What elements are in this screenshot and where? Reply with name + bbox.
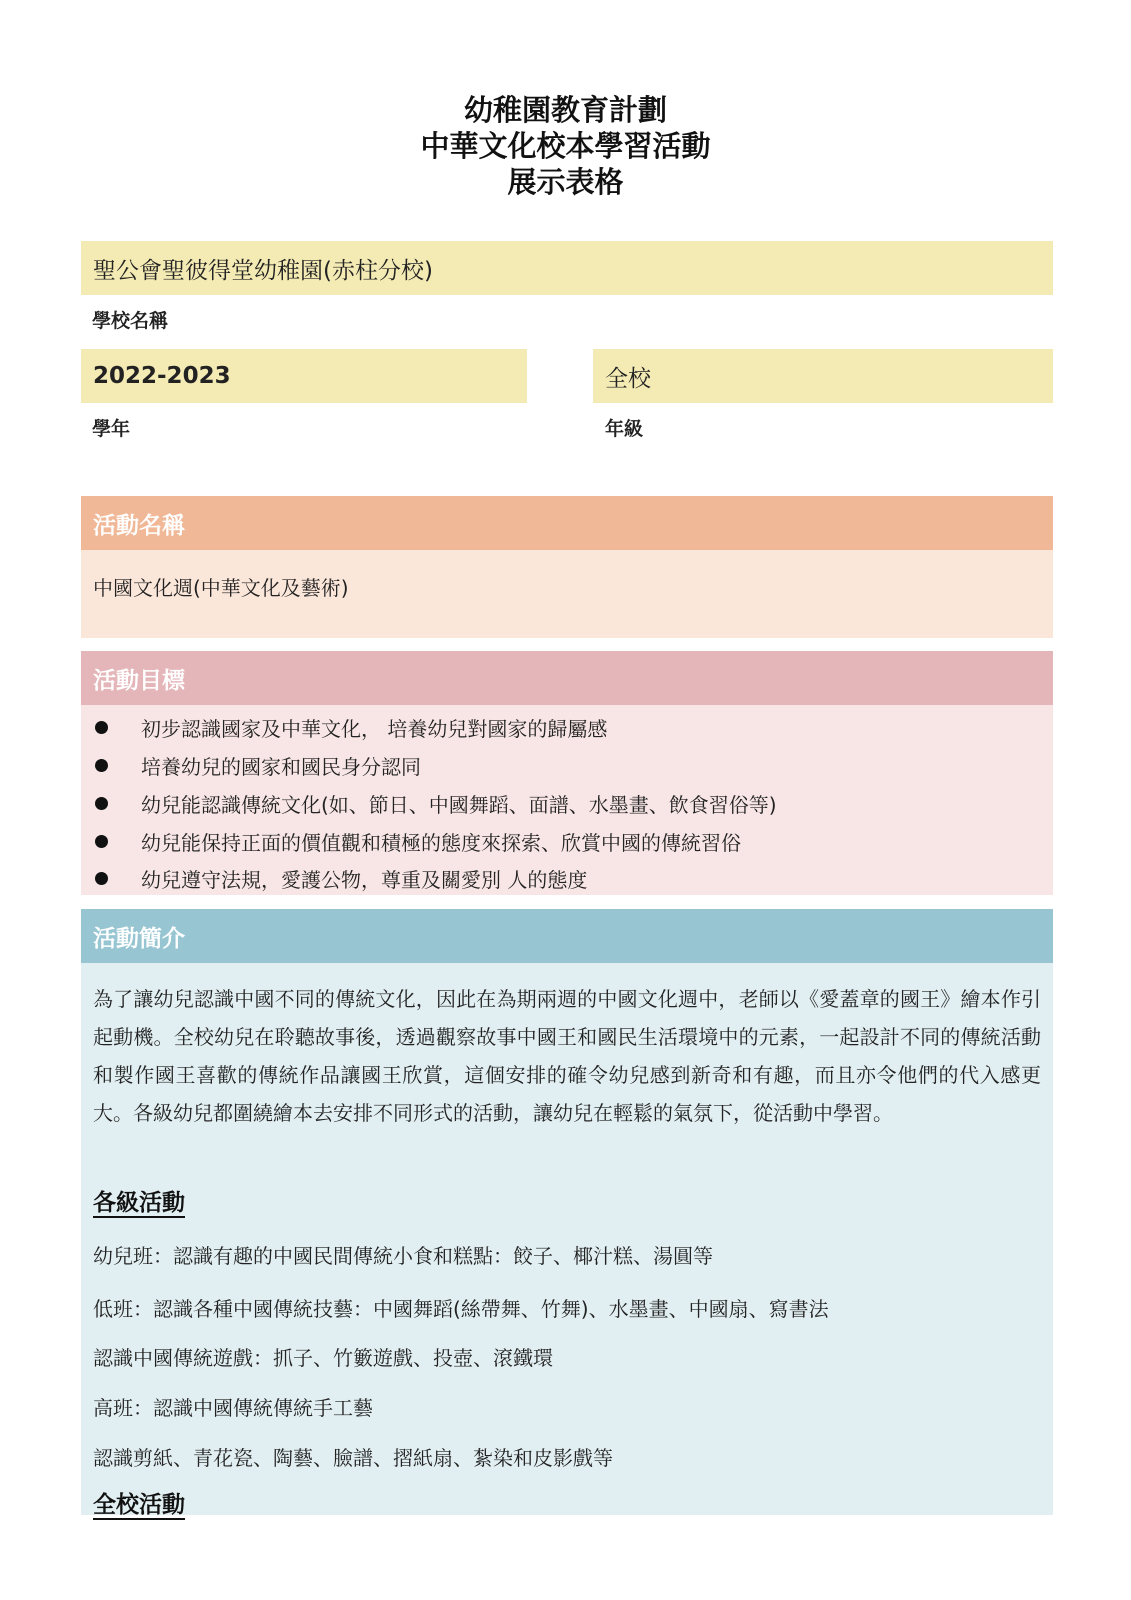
objectives-heading: 活動目標 <box>81 651 1053 705</box>
objective-item: 幼兒遵守法規，愛護公物，尊重及關愛別 人的態度 <box>93 859 1043 897</box>
grade-value: 全校 <box>605 365 651 392</box>
grade-field <box>593 349 1053 403</box>
level-line: 幼兒班：認識有趣的中國民間傳統小食和糕點：餃子、椰汁糕、湯圓等 <box>93 1244 713 1268</box>
bullet-icon <box>95 872 108 885</box>
level-line: 高班：認識中國傳統傳統手工藝 <box>93 1396 373 1420</box>
title-line-1: 幼稚園教育計劃 <box>463 93 667 127</box>
school-name-label: 學校名稱 <box>92 310 169 332</box>
whole-school-heading: 全校活動 <box>93 1492 185 1518</box>
school-name-field <box>81 241 1053 295</box>
level-line: 認識中國傳統遊戲：抓子、竹籔遊戲、投壺、滾鐵環 <box>93 1346 553 1370</box>
grade-label: 年級 <box>605 418 644 440</box>
bullet-icon <box>95 797 108 810</box>
school-year-label: 學年 <box>92 418 131 440</box>
objective-item: 幼兒能保持正面的價值觀和積極的態度來探索、欣賞中國的傳統習俗 <box>93 822 1043 860</box>
activity-name-heading: 活動名稱 <box>81 496 1053 550</box>
school-year-value: 2022-2023 <box>93 363 231 389</box>
school-name-value: 聖公會聖彼得堂幼稚園(赤柱分校) <box>93 257 433 284</box>
intro-paragraph: 為了讓幼兒認識中國不同的傳統文化，因此在為期兩週的中國文化週中，老師以《愛蓋章的國王》繪本作引起動機。全校幼兒在聆聽故事後，透過觀察故事中國王和國民生活環境中的元素，一起設計不同的傳統活動和製作國王喜歡的傳統作品讓國王欣賞，這個安排的確令幼兒感到新奇和有趣，而且亦令他們的代入感更大。各級幼兒都圍繞繪本去安排不同形式的活動，讓幼兒在輕鬆的氣氛下，從活動中學習。 <box>93 987 1041 1125</box>
school-year-field <box>81 349 527 403</box>
title-line-3: 展示表格 <box>507 165 624 199</box>
document-title <box>0 92 1131 200</box>
objective-item: 初步認識國家及中華文化， 培養幼兒對國家的歸屬感 <box>93 708 1043 746</box>
bullet-icon <box>95 759 108 772</box>
intro-heading: 活動簡介 <box>81 909 1053 963</box>
bullet-icon <box>95 721 108 734</box>
objective-item: 幼兒能認識傳統文化(如、節日、中國舞蹈、面譜、水墨畫、飲食習俗等) <box>93 784 1043 822</box>
levels-heading: 各級活動 <box>93 1190 185 1216</box>
level-line: 認識剪紙、青花瓷、陶藝、臉譜、摺紙扇、紮染和皮影戲等 <box>93 1446 613 1470</box>
objective-item: 培養幼兒的國家和國民身分認同 <box>93 746 1043 784</box>
bullet-icon <box>95 835 108 848</box>
title-line-2: 中華文化校本學習活動 <box>420 129 711 163</box>
activity-name-value: 中國文化週(中華文化及藝術) <box>93 576 349 600</box>
level-line: 低班：認識各種中國傳統技藝：中國舞蹈(絲帶舞、竹舞)、水墨畫、中國扇、寫書法 <box>93 1297 829 1321</box>
